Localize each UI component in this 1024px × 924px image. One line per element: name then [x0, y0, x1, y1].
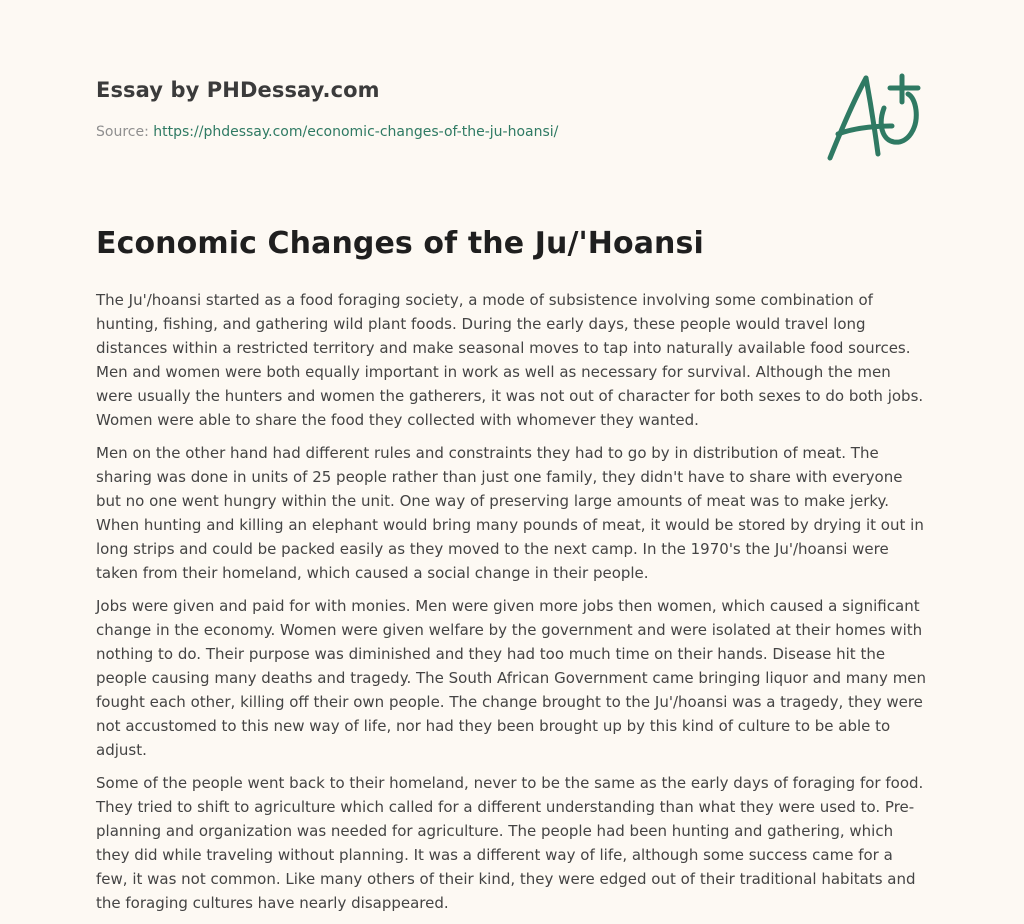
source-line [96, 124, 558, 140]
essay-body [96, 288, 928, 924]
brand-title: Essay by PHDessay.com [96, 78, 380, 102]
essay-title: Economic Changes of the Ju/'Hoansi [96, 226, 704, 261]
essay-paragraph: Jobs were given and paid for with monies. Men were given more jobs then women, which caused a significant change in the economy. Women were given welfare by the government and were isolated at their homes with nothing to do. Their purpose was diminished and they had too much time on their hands. Disease hit the people causing many deaths and tragedy. The South African Government came bringing liquor and many men fought each other, killing off their own people. The change brought to the Ju'/hoansi was a tragedy, they were not accustomed to this new way of life, nor had they been brought up by this kind of culture to be able to adjust. [96, 597, 927, 759]
essay-paragraph: Some of the people went back to their homeland, never to be the same as the early days of foraging for food. They tried to shift to agriculture which called for a different understanding than what they were used to. Pre-planning and organization was needed for agriculture. The people had been hunting and gathering, which they did while traveling without planning. It was a different way of life, although some success came for a few, it was not common. Like many others of their kind, they were edged out of their traditional habitats and the foraging cultures have nearly disappeared. [96, 774, 924, 912]
a-plus-grade-icon [820, 66, 930, 166]
source-link[interactable]: https://phdessay.com/economic-changes-of-the-ju-hoansi/ [153, 124, 559, 140]
essay-paragraph: Men on the other hand had different rules and constraints they had to go by in distribution of meat. The sharing was done in units of 25 people rather than just one family, they didn't have to share with everyone but no one went hungry within the unit. One way of preserving large amounts of meat was to make jerky. When hunting and killing an elephant would bring many pounds of meat, it would be stored by drying it out in long strips and could be packed easily as they moved to the next camp. In the 1970's the Ju'/hoansi were taken from their homeland, which caused a social change in their people. [96, 444, 924, 582]
essay-paragraph: The Ju'/hoansi started as a food foraging society, a mode of subsistence involving some combination of hunting, fishing, and gathering wild plant foods. During the early days, these people would travel long distances within a restricted territory and make seasonal moves to tap into naturally available food sources. Men and women were both equally important in work as well as necessary for survival. Although the men were usually the hunters and women the gatherers, it was not out of character for both sexes to do both jobs. Women were able to share the food they collected with whomever they wanted. [96, 291, 924, 429]
source-label: Source: [96, 124, 154, 140]
